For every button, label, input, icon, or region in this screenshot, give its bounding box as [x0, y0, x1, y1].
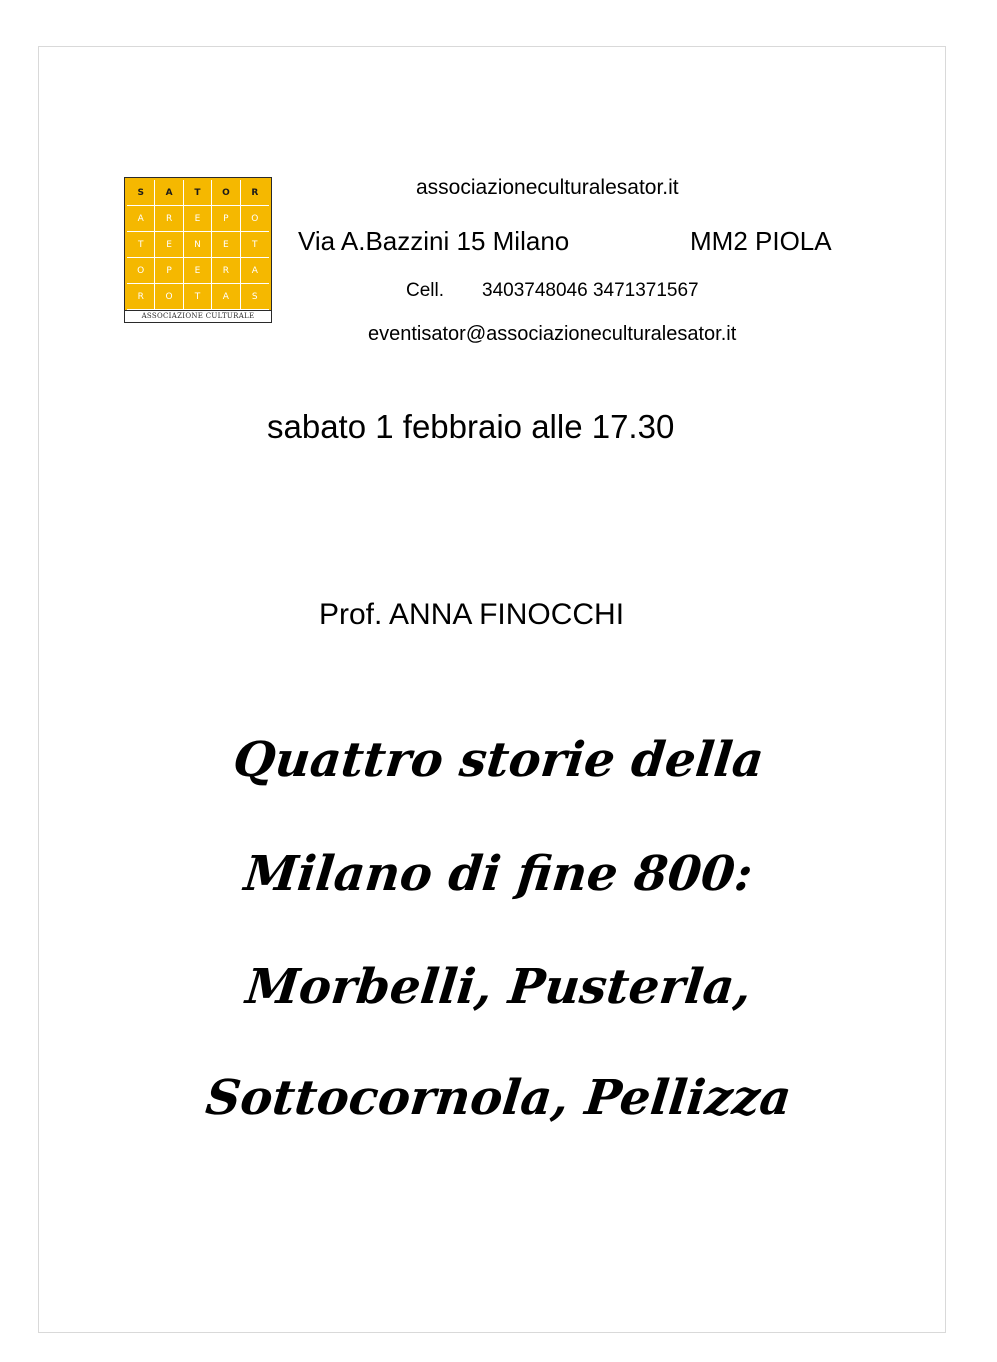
email-text: eventisator@associazioneculturalesator.it: [368, 323, 737, 345]
logo-letter: A: [155, 180, 183, 206]
logo-letter: E: [184, 206, 212, 232]
logo-caption: ASSOCIAZIONE CULTURALE: [125, 310, 271, 322]
logo-letter: O: [241, 206, 269, 232]
logo-letter: N: [184, 232, 212, 258]
logo-letter: T: [184, 284, 212, 310]
event-title-line-3: Morbelli, Pusterla,: [243, 959, 754, 1015]
logo-letter: R: [212, 258, 240, 284]
logo-letter: A: [241, 258, 269, 284]
sator-square-grid: [127, 180, 269, 310]
speaker-name: Prof. ANNA FINOCCHI: [319, 598, 625, 631]
logo-letter: E: [212, 232, 240, 258]
logo-letter: T: [127, 232, 155, 258]
logo-letter: E: [184, 258, 212, 284]
website-text: associazioneculturalesator.it: [416, 176, 679, 199]
logo-letter: R: [241, 180, 269, 206]
logo-letter: T: [184, 180, 212, 206]
logo-letter: A: [127, 206, 155, 232]
logo-letter: A: [212, 284, 240, 310]
logo-letter: E: [155, 232, 183, 258]
event-title-line-2: Milano di fine 800:: [241, 846, 756, 902]
logo-letter: P: [212, 206, 240, 232]
event-date: sabato 1 febbraio alle 17.30: [267, 408, 675, 445]
logo-letter: O: [155, 284, 183, 310]
event-title-line-4: Sottocornola, Pellizza: [203, 1070, 794, 1126]
event-title-line-1: Quattro storie della: [230, 732, 767, 788]
phone-numbers: 3403748046 3471371567: [482, 280, 699, 301]
logo-letter: T: [241, 232, 269, 258]
logo-letter: S: [127, 180, 155, 206]
logo-letter: R: [127, 284, 155, 310]
address-text: Via A.Bazzini 15 Milano: [298, 226, 570, 256]
cell-label: Cell.: [406, 280, 445, 301]
logo-letter: R: [155, 206, 183, 232]
logo-letter: O: [212, 180, 240, 206]
logo-letter: O: [127, 258, 155, 284]
sator-logo: [124, 177, 272, 323]
metro-text: MM2 PIOLA: [690, 226, 832, 256]
logo-letter: S: [241, 284, 269, 310]
logo-letter: P: [155, 258, 183, 284]
